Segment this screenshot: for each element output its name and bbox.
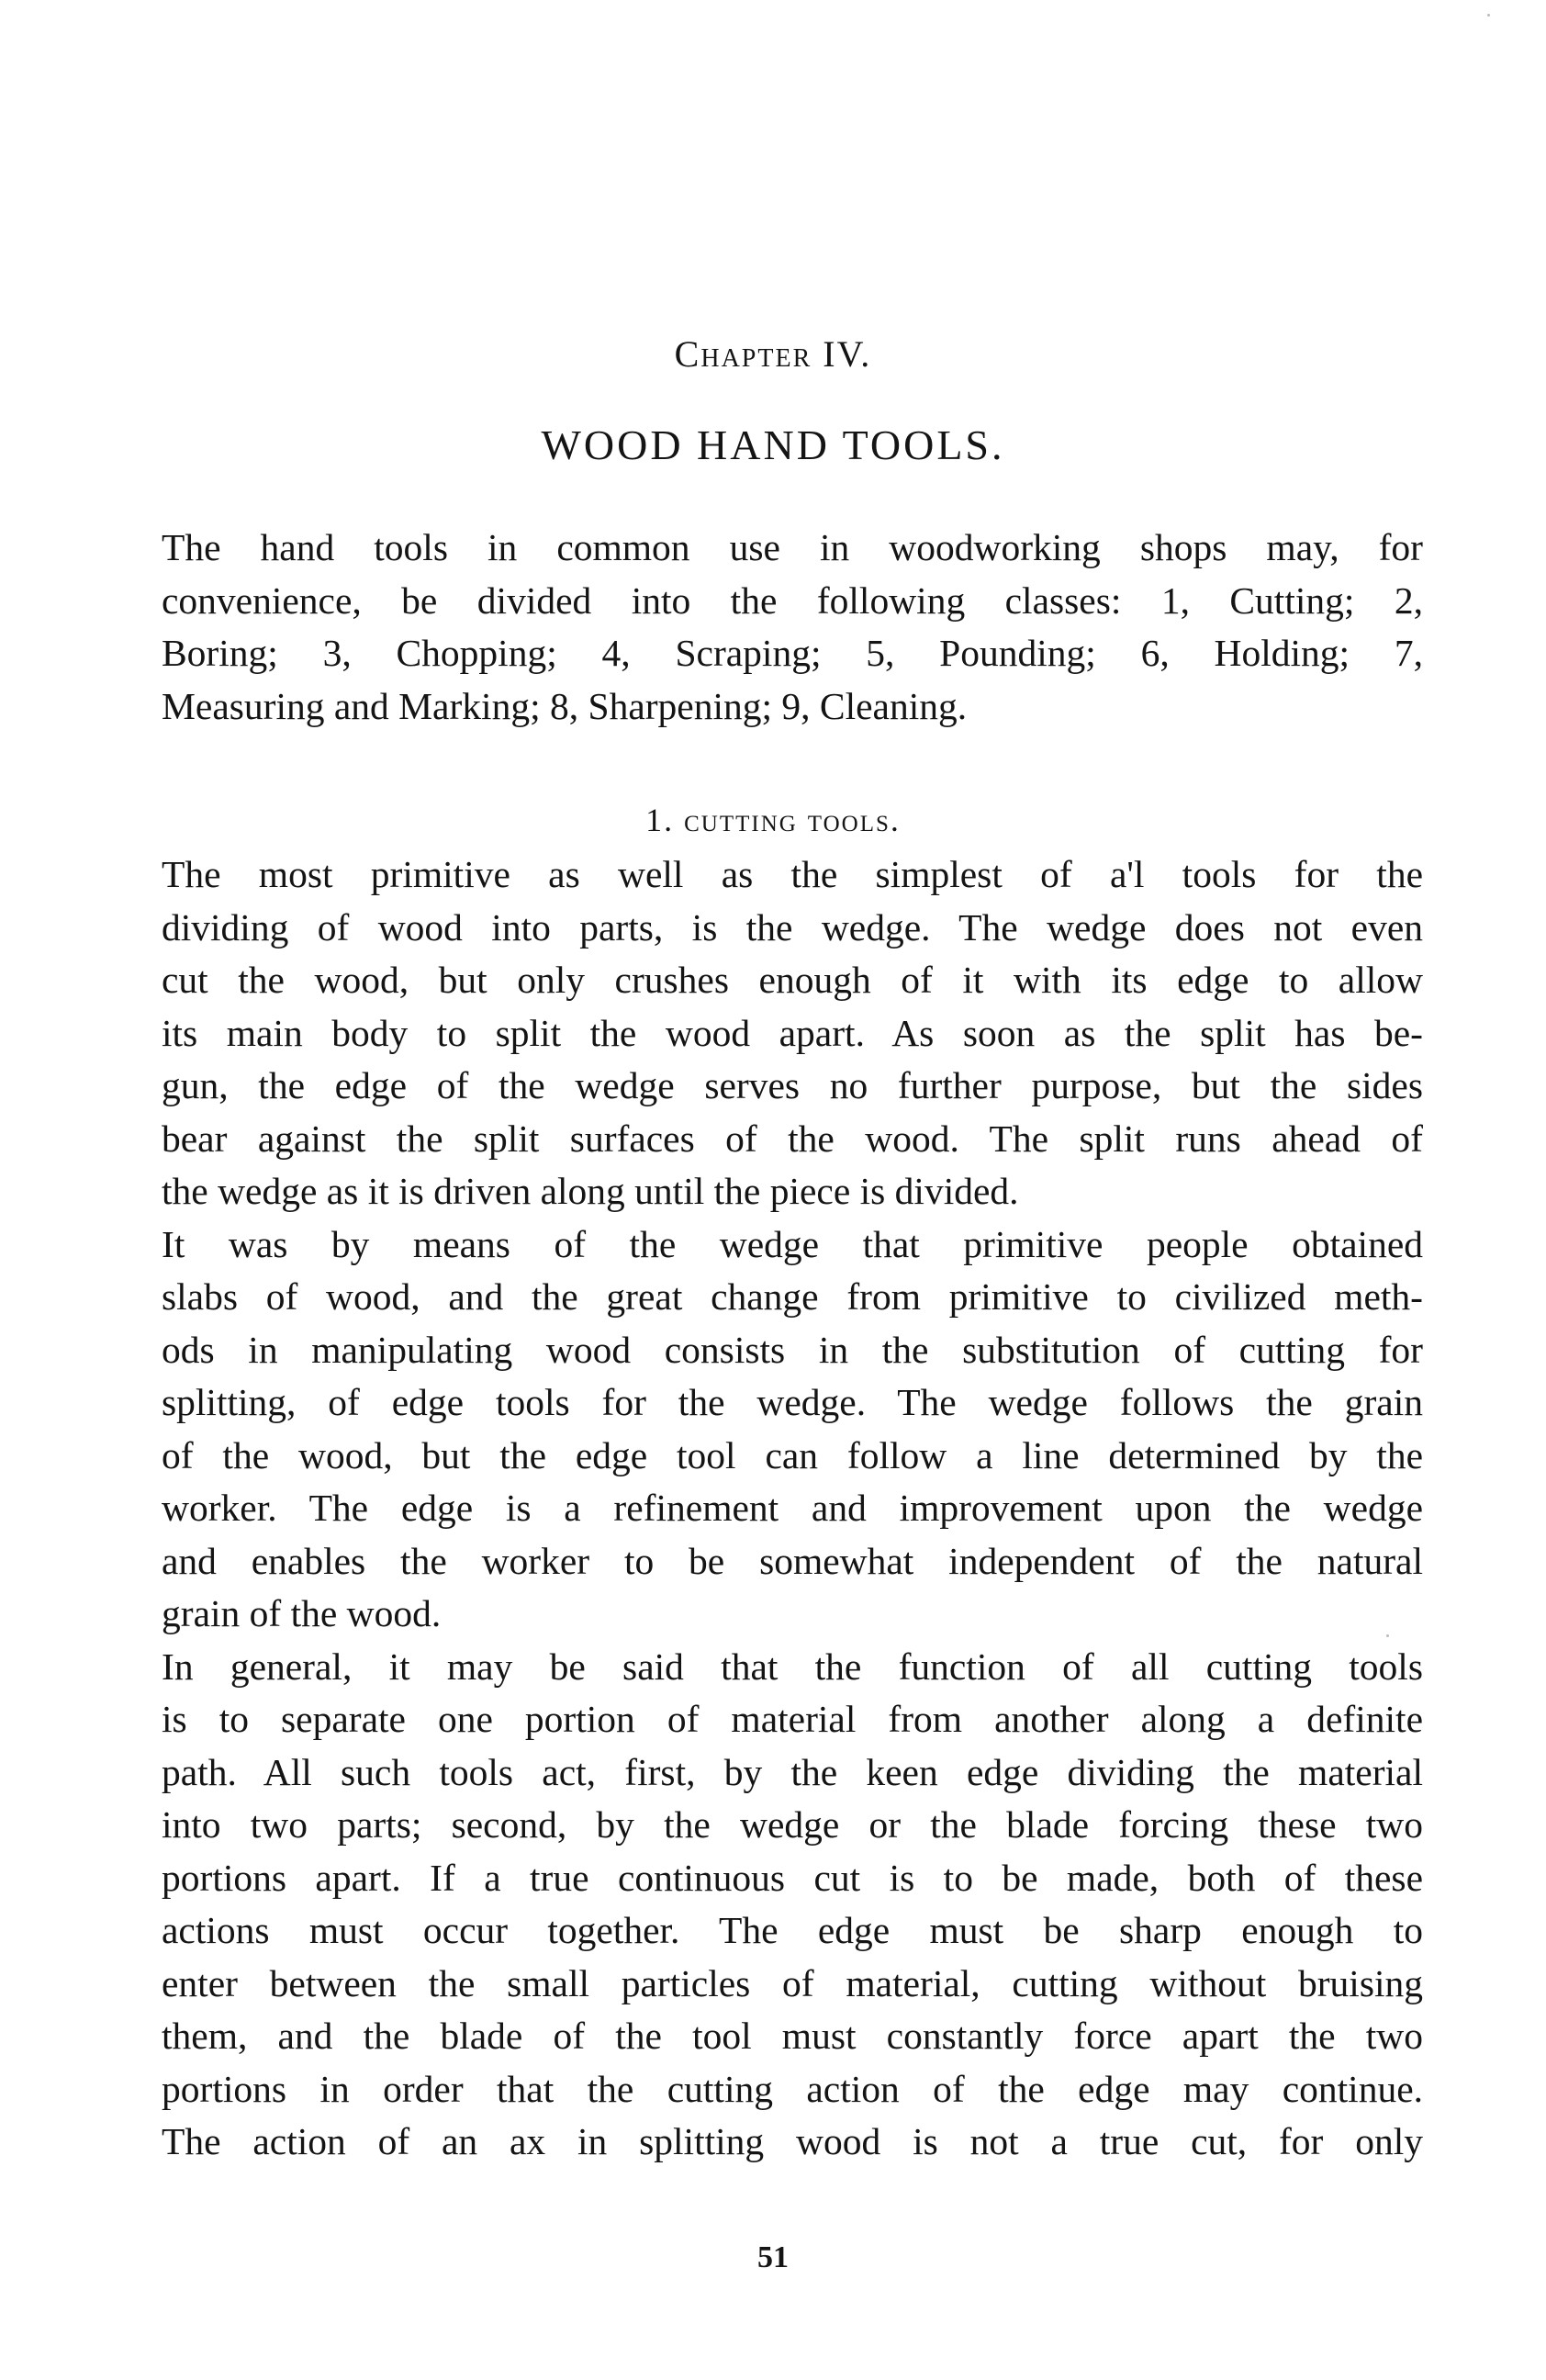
page-number: 51 [757, 2240, 789, 2274]
text-line: The most primitive as well as the simplest of a'l tools for the [162, 853, 1423, 895]
text-line: them, and the blade of the tool must constantly force apart the two [162, 2015, 1423, 2057]
text-line: gun, the edge of the wedge serves no further purpose, but the sides [162, 1064, 1423, 1106]
text-line: portions in order that the cutting action of the edge may continue. [162, 2067, 1423, 2110]
text-line: and enables the worker to be somewhat independent of the natural [162, 1539, 1423, 1582]
text-line: into two parts; second, by the wedge or the blade forcing these two [162, 1803, 1423, 1846]
text-line: the wedge as it is driven along until the piece is divided. [162, 1170, 1019, 1212]
text-line: portions apart. If a true continuous cut is to be made, both of these [162, 1856, 1423, 1899]
text-line: enter between the small particles of material, cutting without bruising [162, 1961, 1423, 2004]
scan-speck [1487, 14, 1490, 17]
text-line: ods in manipulating wood consists in the substitution of cutting for [162, 1328, 1423, 1371]
text-line: The action of an ax in splitting wood is not a true cut, for only [162, 2120, 1423, 2162]
body-text [162, 848, 1423, 2169]
text-line: It was by means of the wedge that primitive people obtained [162, 1222, 1423, 1265]
text-line: bear against the split surfaces of the wood. The split runs ahead of [162, 1117, 1423, 1160]
text-line: splitting, of edge tools for the wedge. The wedge follows the grain [162, 1381, 1423, 1423]
chapter-heading: Chapter IV. [674, 333, 872, 375]
text-line: dividing of wood into parts, is the wedge. The wedge does not even [162, 905, 1423, 949]
chapter-title: WOOD HAND TOOLS. [541, 421, 1005, 468]
section-heading: 1. cutting tools. [645, 802, 901, 838]
text-line: its main body to split the wood apart. As soon as the split has be- [162, 1011, 1423, 1054]
text-line: grain of the wood. [162, 1592, 442, 1634]
text-line: Boring; 3, Chopping; 4, Scraping; 5, Pounding; 6, Holding; 7, [162, 632, 1423, 674]
text-line: The hand tools in common use in woodworking shops may, for [162, 526, 1423, 568]
text-line: path. All such tools act, first, by the keen edge dividing the material [162, 1750, 1423, 1793]
text-line: Measuring and Marking; 8, Sharpening; 9, Cleaning. [162, 684, 968, 727]
text-line: In general, it may be said that the function of all cutting tools [162, 1645, 1423, 1688]
intro-paragraph [162, 522, 1423, 733]
scan-speck [1386, 1634, 1389, 1637]
text-line: cut the wood, but only crushes enough of it with its edge to allow [162, 959, 1423, 1001]
text-line: slabs of wood, and the great change from primitive to civilized meth- [162, 1275, 1423, 1318]
text-line: actions must occur together. The edge must be sharp enough to [162, 1909, 1423, 1951]
text-line: is to separate one portion of material from another along a definite [162, 1698, 1423, 1740]
text-line: worker. The edge is a refinement and improvement upon the wedge [162, 1487, 1423, 1529]
text-line: of the wood, but the edge tool can follow a line determined by the [162, 1433, 1423, 1476]
text-line: convenience, be divided into the following classes: 1, Cutting; 2, [162, 578, 1423, 622]
